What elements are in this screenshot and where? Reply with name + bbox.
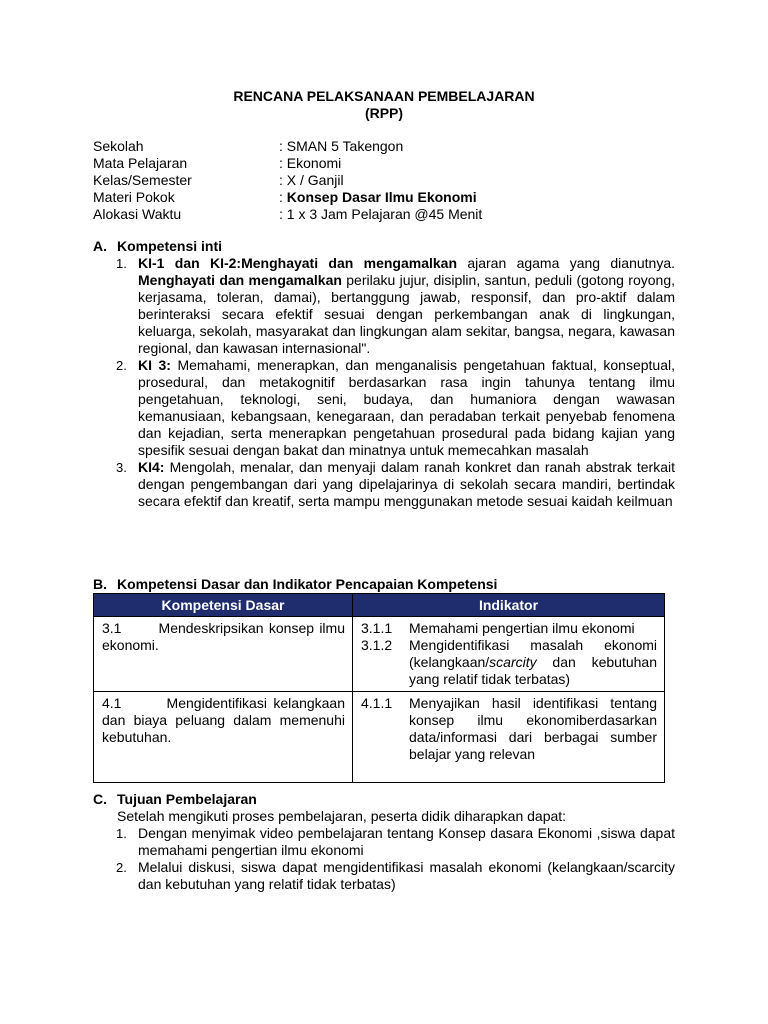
info-label: Materi Pokok xyxy=(93,189,175,205)
indicator-number: 4.1.1 xyxy=(361,695,393,711)
item-text: ajaran agama yang dianutnya. xyxy=(457,255,675,271)
indicator-cell xyxy=(354,693,663,765)
document-title xyxy=(0,88,768,122)
info-value: : 1 x 3 Jam Pelajaran @45 Menit xyxy=(279,206,483,222)
info-row-mata-pelajaran xyxy=(93,155,683,172)
indicator-cell xyxy=(354,618,663,690)
indicator-number: 3.1.2 xyxy=(361,637,393,653)
list-item xyxy=(93,859,675,893)
info-value-prefix: : xyxy=(279,189,287,205)
item-bold: KI-1 dan KI-2:Menghayati dan mengamalkan xyxy=(138,255,458,271)
kd-text: 4.1 Mengidentifikasi kelangkaan dan biaya peluang dalam memenuhi kebutuhan. xyxy=(102,695,349,745)
list-item xyxy=(93,825,675,859)
tujuan-list xyxy=(93,825,675,893)
indicator-text-part: Mengidentifikasi masalah ekonomi (kelangkaan/ xyxy=(409,637,657,670)
info-value: : Ekonomi xyxy=(279,155,342,171)
item-text: Dengan menyimak video pembelajaran tentang Konsep dasara Ekonomi ,siswa dapat memahami pengertian ilmu ekonomi xyxy=(138,825,675,858)
title-line-2: (RPP) xyxy=(364,105,404,121)
item-bold: Menghayati dan mengamalkan xyxy=(138,272,342,288)
info-row-sekolah xyxy=(93,138,683,155)
section-kompetensi-dasar xyxy=(93,576,675,593)
section-letter: C. xyxy=(93,791,107,807)
item-bold: KI 3: xyxy=(138,357,171,373)
list-number: 2. xyxy=(116,860,127,875)
info-row-alokasi-waktu xyxy=(93,206,683,223)
info-label: Kelas/Semester xyxy=(93,172,192,188)
section-title: Tujuan Pembelajaran xyxy=(117,791,257,807)
table-row xyxy=(94,617,665,692)
title-line-1: RENCANA PELAKSANAAN PEMBELAJARAN xyxy=(233,88,535,104)
list-number: 1. xyxy=(116,256,127,271)
info-value xyxy=(279,189,683,206)
item-text: Melalui diskusi, siswa dapat mengidentifikasi masalah ekonomi (kelangkaan/scarcity dan kebutuhan yang relatif tidak terbatas) xyxy=(138,859,675,892)
section-tujuan-pembelajaran xyxy=(93,791,675,893)
list-number: 3. xyxy=(116,460,127,475)
indicator-text xyxy=(409,637,657,688)
list-number: 1. xyxy=(116,826,127,841)
header-indikator: Indikator xyxy=(353,594,665,617)
section-letter: B. xyxy=(93,576,107,592)
section-heading xyxy=(93,238,675,255)
list-number: 2. xyxy=(116,358,127,373)
section-title: Kompetensi Dasar dan Indikator Pencapaian Kompetensi xyxy=(117,576,498,592)
header-kompetensi-dasar: Kompetensi Dasar xyxy=(94,594,353,617)
indicator-number: 3.1.1 xyxy=(361,620,393,636)
indicator-text: Memahami pengertian ilmu ekonomi xyxy=(409,620,635,636)
indicator-text-italic: scarcity xyxy=(489,654,537,670)
identity-block xyxy=(93,138,683,223)
kd-indicator-table xyxy=(93,593,665,783)
item-text: Mengolah, menalar, dan menyaji dalam ranah konkret dan ranah abstrak terkait dengan pengembangan dari yang dipelajarinya di sekolah secara mandiri, bertindak secara efektif dan kreatif, serta mampu menggunakan metode sesuai kaidah keilmuan xyxy=(138,459,675,509)
indicator-item xyxy=(361,620,657,637)
kd-text: 3.1 Mendeskripsikan konsep ilmu ekonomi. xyxy=(102,620,349,653)
list-item xyxy=(93,255,675,357)
info-label: Mata Pelajaran xyxy=(93,155,188,171)
list-item xyxy=(93,459,675,510)
info-row-kelas-semester xyxy=(93,172,683,189)
section-heading xyxy=(93,576,675,593)
info-value: : SMAN 5 Takengon xyxy=(279,138,404,154)
section-letter: A. xyxy=(93,238,107,254)
indicator-text: Menyajikan hasil identifikasi tentang konsep ilmu ekonomiberdasarkan data/informasi dari berbagai sumber belajar yang relevan xyxy=(409,695,657,762)
table-header-row xyxy=(94,594,665,617)
info-row-materi-pokok xyxy=(93,189,683,206)
section-kompetensi-inti xyxy=(93,238,675,510)
section-heading xyxy=(93,791,675,808)
info-value-bold: Konsep Dasar Ilmu Ekonomi xyxy=(286,189,477,205)
info-label: Sekolah xyxy=(93,138,144,154)
indicator-text-part: dan kebutuhan yang relatif tidak terbatas) xyxy=(409,654,657,687)
item-text: perilaku jujur, disiplin, santun, peduli (gotong royong, kerjasama, toleran, damai), bertanggung jawab, responsif, dan pro-aktif dalam berinteraksi secara efektif sesuai dengan perkembangan anak di lingkungan, keluarga, sekolah, masyarakat dan lingkungan alam sekitar, bangsa, negara, kawasan regional, dan kawasan internasional". xyxy=(138,272,675,356)
list-item xyxy=(93,357,675,459)
table-row xyxy=(94,692,665,783)
section-intro: Setelah mengikuti proses pembelajaran, peserta didik diharapkan dapat: xyxy=(117,808,567,824)
item-bold: KI4: xyxy=(138,459,165,475)
info-value: : X / Ganjil xyxy=(279,172,344,188)
item-text: Memahami, menerapkan, dan menganalisis pengetahuan faktual, konseptual, prosedural, dan metakognitif berdasarkan rasa ingin tahunya tentang ilmu pengetahuan, teknologi, seni, budaya, dan humaniora dengan wawasan kemanusiaan, kebangsaan, kenegaraan, dan peradaban terkait penyebab fenomena dan kejadian, serta menerapkan pengetahuan prosedural pada bidang kajian yang spesifik sesuai dengan bakat dan minatnya untuk memecahkan masalah xyxy=(138,357,675,458)
indicator-item xyxy=(361,637,657,688)
section-title: Kompetensi inti xyxy=(117,238,223,254)
info-label: Alokasi Waktu xyxy=(93,206,182,222)
ki-list xyxy=(93,255,675,510)
indicator-item xyxy=(361,695,657,763)
